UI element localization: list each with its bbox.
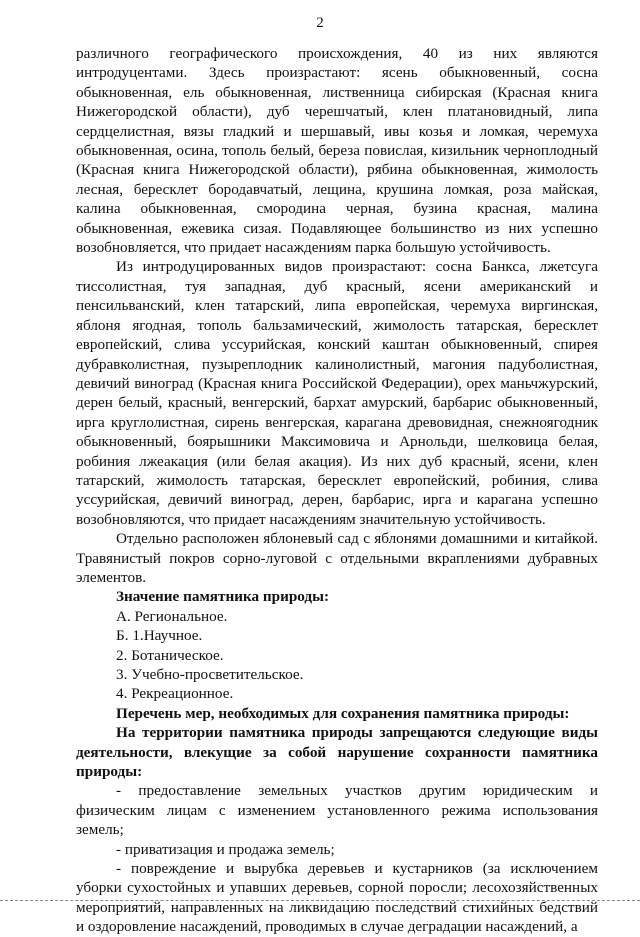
prohibited-item: - предоставление земельных участков другим юридическим и физическим лицам с изменением установленного режима использования земель; [76,782,598,839]
page-number: 2 [316,15,324,31]
scan-edge-line [0,900,640,901]
prohibited-item: - повреждение и вырубка деревьев и кустарников (за исключением уборки сухостойных и упавших деревьев, сорной поросли; лесохозяйственных мероприятий, направленных на ликвидацию последствий стихийных бедствий и оздоровление насаждений, проводимых в случае деградации насаждений, а [76,860,598,936]
significance-list [76,607,598,704]
significance-item: 2. Ботаническое. [116,646,224,664]
prohibited-activities-heading: На территории памятника природы запрещаются следующие виды деятельности, влекущие за собой нарушение сохранности памятника природы: [76,724,598,781]
measures-heading: Перечень мер, необходимых для сохранения памятника природы: [116,704,570,722]
prohibited-activities-list [76,781,598,936]
significance-item: А. Региональное. [116,607,228,625]
significance-heading: Значение памятника природы: [116,588,330,606]
paragraph-introduced-species: Из интродуцированных видов произрастают: сосна Банкса, лжетсуга тиссолистная, туя западная, дуб красный, ясени американский и пенсильванский, клен татарский, липа европейская, черемуха виргинская, яблоня ягодная, тополь бальзамический, жимолость татарская, бересклет европейский, слива уссурийская, конский каштан обыкновенный, спирея дубравколистная, пузыреплодник калинолистный, магония падуболистная, девичий виноград (Красная книга Российской Федерации), орех маньчжурский, дерен белый, красный, венгерский, бархат амурский, барбарис обыкновенный, ирга круглолистная, сирень венгерская, карагана древовидная, снежноягодник обыкновенный, боярышники Максимовича и Арнольди, шелковица белая, робиния лжеакация (или белая акация). Из них дуб красный, ясени, клен татарский, жимолость татарская, бересклет европейский, робиния, слива уссурийская, девичий виноград, дерен, барбарис, ирга и карагана успешно возобновляются, что придает насаждениям значительную устойчивость. [76,258,598,528]
prohibited-item: - приватизация и продажа земель; [116,840,335,858]
significance-item: Б. 1.Научное. [116,627,203,645]
paragraph-apple-orchard: Отдельно расположен яблоневый сад с яблонями домашними и китайкой. Травянистый покров сорно-луговой с отдельными вкраплениями дубравных элементов. [76,530,598,586]
paragraph-native-species: различного географического происхождения, 40 из них являются интродуцентами. Здесь произрастают: ясень обыкновенный, сосна обыкновенная, ель обыкновенная, лиственница сибирская (Красная книга Нижегородской области), дуб черешчатый, клен платановидный, липа сердцелистная, вязы гладкий и шершавый, ивы козья и ломкая, черемуха обыкновенная, осина, тополь белый, береза повислая, кизильник черноплодный (Красная книга Нижегородской области), рябина обыкновенная, жимолость лесная, бересклет бородавчатый, лещина, крушина ломкая, роза майская, калина обыкновенная, смородина черная, бузина красная, малина обыкновенная, ежевика сизая. Подавляющее большинство из них успешно возобновляется, что придает насаждениям парка большую устойчивость. [76,45,598,257]
significance-item: 4. Рекреационное. [116,685,234,703]
significance-item: 3. Учебно-просветительское. [116,666,304,683]
document-body [76,44,598,937]
